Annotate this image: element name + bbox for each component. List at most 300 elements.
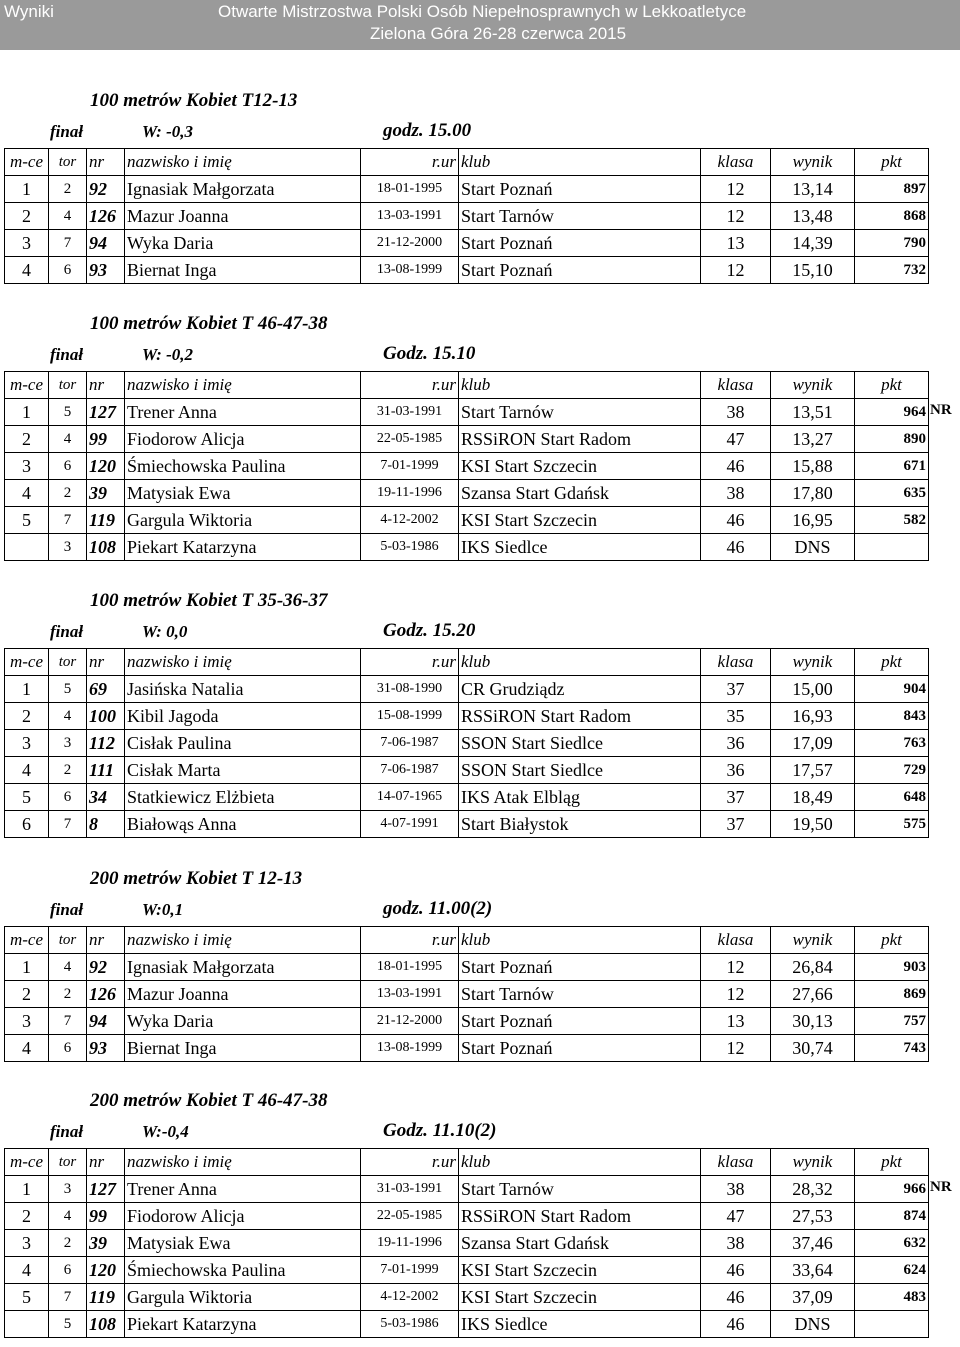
class-cell: 12 <box>701 1035 771 1062</box>
place-cell: 2 <box>5 981 49 1008</box>
athlete-name-cell: Mazur Joanna <box>125 203 361 230</box>
club-cell: CR Grudziądz <box>459 676 701 703</box>
bib-number-cell: 119 <box>87 1284 125 1311</box>
class-cell: 38 <box>701 480 771 507</box>
club-cell: SSON Start Siedlce <box>459 757 701 784</box>
club-cell: RSSiRON Start Radom <box>459 1203 701 1230</box>
column-header: pkt <box>855 649 929 676</box>
athlete-name-cell: Ignasiak Małgorzata <box>125 176 361 203</box>
event-wind: W: 0,0 <box>142 622 188 641</box>
event-title: 200 metrów Kobiet T 12-13 <box>90 868 303 889</box>
column-header: pkt <box>855 149 929 176</box>
table-row <box>5 1284 929 1311</box>
place-cell: 4 <box>5 1257 49 1284</box>
lane-cell: 6 <box>49 784 87 811</box>
event-wind: W: -0,2 <box>142 345 193 364</box>
birth-date-cell: 7-01-1999 <box>361 1257 459 1284</box>
result-cell: 15,10 <box>771 257 855 284</box>
class-cell: 46 <box>701 453 771 480</box>
column-header: klub <box>459 649 701 676</box>
event-round: finał <box>50 1122 84 1141</box>
birth-date-cell: 31-08-1990 <box>361 676 459 703</box>
lane-cell: 4 <box>49 703 87 730</box>
class-cell: 46 <box>701 534 771 561</box>
column-header: tor <box>49 927 87 954</box>
lane-cell: 6 <box>49 453 87 480</box>
column-header: klub <box>459 927 701 954</box>
header-title: Otwarte Mistrzostwa Polski Osób Niepełnosprawnych w Lekkoatletyce <box>218 2 747 21</box>
column-header: tor <box>49 372 87 399</box>
table-row <box>5 954 929 981</box>
event-time: Godz. 15.10 <box>383 343 476 364</box>
birth-date-cell: 18-01-1995 <box>361 176 459 203</box>
table-row <box>5 257 929 284</box>
bib-number-cell: 111 <box>87 757 125 784</box>
athlete-name-cell: Białowąs Anna <box>125 811 361 838</box>
column-header: klub <box>459 149 701 176</box>
result-cell: 13,51 <box>771 399 855 426</box>
lane-cell: 2 <box>49 757 87 784</box>
club-cell: RSSiRON Start Radom <box>459 703 701 730</box>
athlete-name-cell: Ignasiak Małgorzata <box>125 954 361 981</box>
bib-number-cell: 92 <box>87 954 125 981</box>
bib-number-cell: 8 <box>87 811 125 838</box>
club-cell: Start Tarnów <box>459 1176 701 1203</box>
bib-number-cell: 100 <box>87 703 125 730</box>
birth-date-cell: 22-05-1985 <box>361 426 459 453</box>
place-cell: 6 <box>5 811 49 838</box>
event-round: finał <box>50 900 84 919</box>
birth-date-cell: 31-03-1991 <box>361 1176 459 1203</box>
column-header: klub <box>459 372 701 399</box>
points-cell: 624 <box>855 1257 929 1284</box>
table-header-row <box>5 1149 929 1176</box>
club-cell: IKS Atak Elbląg <box>459 784 701 811</box>
record-note: NR <box>930 1179 952 1195</box>
column-header: pkt <box>855 927 929 954</box>
table-row <box>5 230 929 257</box>
birth-date-cell: 7-01-1999 <box>361 453 459 480</box>
column-header: klasa <box>701 927 771 954</box>
lane-cell: 4 <box>49 1203 87 1230</box>
bib-number-cell: 39 <box>87 480 125 507</box>
athlete-name-cell: Piekart Katarzyna <box>125 1311 361 1338</box>
place-cell: 1 <box>5 676 49 703</box>
event-round: finał <box>50 345 84 364</box>
bib-number-cell: 92 <box>87 176 125 203</box>
place-cell: 4 <box>5 257 49 284</box>
event-time: godz. 11.00(2) <box>383 898 493 919</box>
class-cell: 47 <box>701 1203 771 1230</box>
place-cell: 4 <box>5 480 49 507</box>
points-cell: 790 <box>855 230 929 257</box>
table-row <box>5 1311 929 1338</box>
birth-date-cell: 19-11-1996 <box>361 1230 459 1257</box>
column-header: klasa <box>701 149 771 176</box>
result-cell: 14,39 <box>771 230 855 257</box>
class-cell: 46 <box>701 507 771 534</box>
column-header: m-ce <box>5 149 49 176</box>
lane-cell: 3 <box>49 730 87 757</box>
column-header: nazwisko i imię <box>125 1149 361 1176</box>
birth-date-cell: 21-12-2000 <box>361 230 459 257</box>
points-cell: 635 <box>855 480 929 507</box>
place-cell <box>5 1311 49 1338</box>
athlete-name-cell: Trener Anna <box>125 399 361 426</box>
birth-date-cell: 7-06-1987 <box>361 730 459 757</box>
club-cell: IKS Siedlce <box>459 1311 701 1338</box>
column-header: nazwisko i imię <box>125 927 361 954</box>
bib-number-cell: 39 <box>87 1230 125 1257</box>
place-cell: 5 <box>5 1284 49 1311</box>
place-cell: 3 <box>5 453 49 480</box>
lane-cell: 6 <box>49 1257 87 1284</box>
event-wind: W: -0,3 <box>142 122 193 141</box>
event-time: Godz. 11.10(2) <box>383 1120 497 1141</box>
place-cell: 3 <box>5 1008 49 1035</box>
bib-number-cell: 99 <box>87 1203 125 1230</box>
class-cell: 47 <box>701 426 771 453</box>
event-title: 100 metrów Kobiet T 46-47-38 <box>90 313 328 334</box>
lane-cell: 2 <box>49 480 87 507</box>
athlete-name-cell: Fiodorow Alicja <box>125 426 361 453</box>
result-cell: 13,48 <box>771 203 855 230</box>
place-cell: 1 <box>5 399 49 426</box>
points-cell: 648 <box>855 784 929 811</box>
class-cell: 35 <box>701 703 771 730</box>
result-cell: 30,74 <box>771 1035 855 1062</box>
class-cell: 13 <box>701 1008 771 1035</box>
points-cell: 869 <box>855 981 929 1008</box>
class-cell: 12 <box>701 203 771 230</box>
column-header: m-ce <box>5 649 49 676</box>
athlete-name-cell: Śmiechowska Paulina <box>125 453 361 480</box>
results-table <box>4 148 929 284</box>
column-header: nr <box>87 649 125 676</box>
column-header: wynik <box>771 1149 855 1176</box>
place-cell: 2 <box>5 1203 49 1230</box>
event-time: Godz. 15.20 <box>383 620 476 641</box>
birth-date-cell: 5-03-1986 <box>361 534 459 561</box>
bib-number-cell: 127 <box>87 1176 125 1203</box>
event-wind: W:0,1 <box>142 900 184 919</box>
class-cell: 37 <box>701 784 771 811</box>
points-cell: 729 <box>855 757 929 784</box>
lane-cell: 7 <box>49 507 87 534</box>
header-label: Wyniki <box>4 2 54 21</box>
table-row <box>5 811 929 838</box>
athlete-name-cell: Cisłak Paulina <box>125 730 361 757</box>
column-header: wynik <box>771 372 855 399</box>
table-row <box>5 676 929 703</box>
column-header: nr <box>87 149 125 176</box>
column-header: klasa <box>701 649 771 676</box>
athlete-name-cell: Wyka Daria <box>125 230 361 257</box>
result-cell: 18,49 <box>771 784 855 811</box>
lane-cell: 4 <box>49 954 87 981</box>
bib-number-cell: 126 <box>87 981 125 1008</box>
birth-date-cell: 21-12-2000 <box>361 1008 459 1035</box>
page-header <box>0 0 960 50</box>
column-header: wynik <box>771 927 855 954</box>
birth-date-cell: 14-07-1965 <box>361 784 459 811</box>
birth-date-cell: 13-03-1991 <box>361 203 459 230</box>
athlete-name-cell: Jasińska Natalia <box>125 676 361 703</box>
result-cell: 17,57 <box>771 757 855 784</box>
table-header-row <box>5 149 929 176</box>
club-cell: Start Poznań <box>459 176 701 203</box>
points-cell: 632 <box>855 1230 929 1257</box>
lane-cell: 5 <box>49 676 87 703</box>
athlete-name-cell: Wyka Daria <box>125 1008 361 1035</box>
lane-cell: 3 <box>49 534 87 561</box>
class-cell: 46 <box>701 1284 771 1311</box>
club-cell: Start Białystok <box>459 811 701 838</box>
table-row <box>5 1230 929 1257</box>
column-header: r.ur <box>361 649 459 676</box>
column-header: tor <box>49 649 87 676</box>
class-cell: 38 <box>701 1230 771 1257</box>
class-cell: 37 <box>701 811 771 838</box>
table-row <box>5 981 929 1008</box>
event-wind: W:-0,4 <box>142 1122 189 1141</box>
column-header: m-ce <box>5 1149 49 1176</box>
result-cell: 17,09 <box>771 730 855 757</box>
club-cell: KSI Start Szczecin <box>459 1257 701 1284</box>
bib-number-cell: 120 <box>87 1257 125 1284</box>
club-cell: KSI Start Szczecin <box>459 1284 701 1311</box>
lane-cell: 2 <box>49 981 87 1008</box>
table-row <box>5 730 929 757</box>
points-cell: 671 <box>855 453 929 480</box>
table-row <box>5 784 929 811</box>
record-note: NR <box>930 402 952 418</box>
birth-date-cell: 31-03-1991 <box>361 399 459 426</box>
points-cell: 843 <box>855 703 929 730</box>
athlete-name-cell: Trener Anna <box>125 1176 361 1203</box>
lane-cell: 7 <box>49 1008 87 1035</box>
table-row <box>5 453 929 480</box>
bib-number-cell: 112 <box>87 730 125 757</box>
place-cell: 5 <box>5 507 49 534</box>
class-cell: 38 <box>701 1176 771 1203</box>
athlete-name-cell: Statkiewicz Elżbieta <box>125 784 361 811</box>
result-cell: 37,46 <box>771 1230 855 1257</box>
birth-date-cell: 7-06-1987 <box>361 757 459 784</box>
table-row <box>5 1008 929 1035</box>
points-cell: 868 <box>855 203 929 230</box>
club-cell: RSSiRON Start Radom <box>459 426 701 453</box>
table-row <box>5 399 929 426</box>
athlete-name-cell: Fiodorow Alicja <box>125 1203 361 1230</box>
birth-date-cell: 13-03-1991 <box>361 981 459 1008</box>
points-cell: 903 <box>855 954 929 981</box>
place-cell: 3 <box>5 1230 49 1257</box>
column-header: nr <box>87 1149 125 1176</box>
result-cell: DNS <box>771 1311 855 1338</box>
table-header-row <box>5 649 929 676</box>
place-cell: 1 <box>5 1176 49 1203</box>
table-row <box>5 203 929 230</box>
lane-cell: 2 <box>49 1230 87 1257</box>
column-header: wynik <box>771 149 855 176</box>
athlete-name-cell: Kibil Jagoda <box>125 703 361 730</box>
class-cell: 13 <box>701 230 771 257</box>
lane-cell: 6 <box>49 257 87 284</box>
column-header: nr <box>87 372 125 399</box>
athlete-name-cell: Mazur Joanna <box>125 981 361 1008</box>
bib-number-cell: 120 <box>87 453 125 480</box>
column-header: klasa <box>701 372 771 399</box>
points-cell: 763 <box>855 730 929 757</box>
bib-number-cell: 127 <box>87 399 125 426</box>
points-cell: 582 <box>855 507 929 534</box>
birth-date-cell: 19-11-1996 <box>361 480 459 507</box>
points-cell: 483 <box>855 1284 929 1311</box>
club-cell: Start Poznań <box>459 1008 701 1035</box>
place-cell: 1 <box>5 954 49 981</box>
results-table <box>4 371 929 561</box>
place-cell: 4 <box>5 1035 49 1062</box>
birth-date-cell: 4-12-2002 <box>361 507 459 534</box>
club-cell: Start Tarnów <box>459 981 701 1008</box>
column-header: m-ce <box>5 372 49 399</box>
result-cell: 15,00 <box>771 676 855 703</box>
place-cell: 2 <box>5 703 49 730</box>
bib-number-cell: 126 <box>87 203 125 230</box>
place-cell: 3 <box>5 730 49 757</box>
bib-number-cell: 34 <box>87 784 125 811</box>
points-cell: 966 <box>855 1176 929 1203</box>
birth-date-cell: 4-07-1991 <box>361 811 459 838</box>
results-table <box>4 1148 929 1338</box>
points-cell: 897 <box>855 176 929 203</box>
lane-cell: 5 <box>49 1311 87 1338</box>
class-cell: 38 <box>701 399 771 426</box>
result-cell: 26,84 <box>771 954 855 981</box>
athlete-name-cell: Gargula Wiktoria <box>125 1284 361 1311</box>
club-cell: Start Poznań <box>459 257 701 284</box>
lane-cell: 7 <box>49 230 87 257</box>
column-header: nr <box>87 927 125 954</box>
column-header: r.ur <box>361 927 459 954</box>
club-cell: KSI Start Szczecin <box>459 453 701 480</box>
points-cell: 575 <box>855 811 929 838</box>
column-header: r.ur <box>361 149 459 176</box>
lane-cell: 5 <box>49 399 87 426</box>
event-title: 100 metrów Kobiet T12-13 <box>90 90 298 111</box>
points-cell: 743 <box>855 1035 929 1062</box>
column-header: pkt <box>855 372 929 399</box>
table-row <box>5 757 929 784</box>
points-cell <box>855 1311 929 1338</box>
bib-number-cell: 93 <box>87 257 125 284</box>
bib-number-cell: 93 <box>87 1035 125 1062</box>
club-cell: KSI Start Szczecin <box>459 507 701 534</box>
result-cell: DNS <box>771 534 855 561</box>
event-round: finał <box>50 122 84 141</box>
birth-date-cell: 22-05-1985 <box>361 1203 459 1230</box>
athlete-name-cell: Matysiak Ewa <box>125 480 361 507</box>
table-row <box>5 703 929 730</box>
column-header: klub <box>459 1149 701 1176</box>
club-cell: Start Poznań <box>459 954 701 981</box>
column-header: m-ce <box>5 927 49 954</box>
bib-number-cell: 119 <box>87 507 125 534</box>
class-cell: 46 <box>701 1311 771 1338</box>
birth-date-cell: 13-08-1999 <box>361 257 459 284</box>
points-cell: 904 <box>855 676 929 703</box>
table-row <box>5 1176 929 1203</box>
result-cell: 28,32 <box>771 1176 855 1203</box>
result-cell: 27,66 <box>771 981 855 1008</box>
club-cell: Szansa Start Gdańsk <box>459 1230 701 1257</box>
class-cell: 12 <box>701 954 771 981</box>
table-header-row <box>5 372 929 399</box>
points-cell: 732 <box>855 257 929 284</box>
column-header: pkt <box>855 1149 929 1176</box>
result-cell: 16,93 <box>771 703 855 730</box>
result-cell: 19,50 <box>771 811 855 838</box>
event-title: 200 metrów Kobiet T 46-47-38 <box>90 1090 328 1111</box>
place-cell: 2 <box>5 426 49 453</box>
class-cell: 37 <box>701 676 771 703</box>
column-header: nazwisko i imię <box>125 372 361 399</box>
result-cell: 30,13 <box>771 1008 855 1035</box>
table-row <box>5 534 929 561</box>
class-cell: 12 <box>701 176 771 203</box>
result-cell: 33,64 <box>771 1257 855 1284</box>
result-cell: 27,53 <box>771 1203 855 1230</box>
result-cell: 16,95 <box>771 507 855 534</box>
table-row <box>5 1203 929 1230</box>
lane-cell: 2 <box>49 176 87 203</box>
table-row <box>5 1035 929 1062</box>
lane-cell: 6 <box>49 1035 87 1062</box>
athlete-name-cell: Biernat Inga <box>125 1035 361 1062</box>
column-header: tor <box>49 149 87 176</box>
place-cell: 4 <box>5 757 49 784</box>
athlete-name-cell: Piekart Katarzyna <box>125 534 361 561</box>
column-header: tor <box>49 1149 87 1176</box>
table-row <box>5 176 929 203</box>
column-header: r.ur <box>361 1149 459 1176</box>
lane-cell: 3 <box>49 1176 87 1203</box>
points-cell: 890 <box>855 426 929 453</box>
points-cell: 964 <box>855 399 929 426</box>
table-row <box>5 480 929 507</box>
event-title: 100 metrów Kobiet T 35-36-37 <box>90 590 328 611</box>
class-cell: 12 <box>701 257 771 284</box>
place-cell <box>5 534 49 561</box>
points-cell: 757 <box>855 1008 929 1035</box>
place-cell: 5 <box>5 784 49 811</box>
class-cell: 12 <box>701 981 771 1008</box>
bib-number-cell: 94 <box>87 1008 125 1035</box>
athlete-name-cell: Matysiak Ewa <box>125 1230 361 1257</box>
bib-number-cell: 108 <box>87 534 125 561</box>
column-header: wynik <box>771 649 855 676</box>
result-cell: 37,09 <box>771 1284 855 1311</box>
bib-number-cell: 94 <box>87 230 125 257</box>
athlete-name-cell: Śmiechowska Paulina <box>125 1257 361 1284</box>
athlete-name-cell: Cisłak Marta <box>125 757 361 784</box>
club-cell: SSON Start Siedlce <box>459 730 701 757</box>
class-cell: 46 <box>701 1257 771 1284</box>
place-cell: 2 <box>5 203 49 230</box>
points-cell <box>855 534 929 561</box>
lane-cell: 4 <box>49 426 87 453</box>
